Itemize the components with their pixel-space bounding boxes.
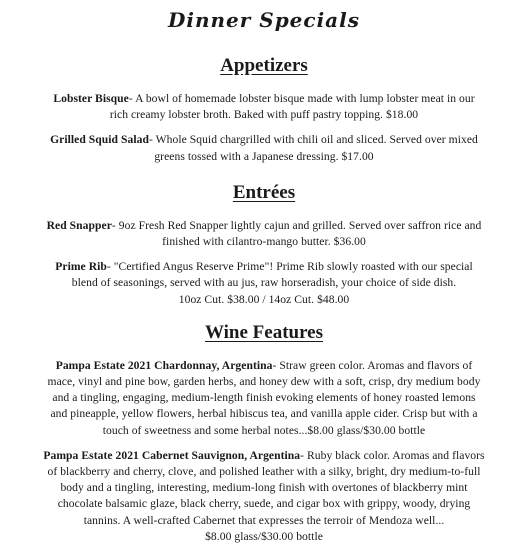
item-name: Grilled Squid Salad	[50, 133, 149, 147]
item-description: - Ruby black color. Aromas and flavors	[300, 448, 485, 462]
item-description: and pineapple, yellow flowers, herbal hibiscus tea, and vanilla apple cider. Crisp but with a	[50, 407, 478, 421]
wine-item-chardonnay	[0, 358, 528, 439]
appetizers-heading: Appetizers	[220, 55, 308, 76]
menu-title: Dinner Specials	[168, 8, 360, 32]
item-description: - "Certified Angus Reserve Prime"! Prime Rib slowly roasted with our special	[106, 260, 473, 274]
entrees-heading: Entrées	[232, 181, 296, 203]
wine-features-heading: Wine Features	[204, 321, 324, 343]
item-name: Pampa Estate 2021 Chardonnay, Argentina	[55, 358, 273, 372]
menu-item-prime-rib	[0, 259, 528, 308]
item-description: and a tingling, engaging, medium-length finish evoking elements of honey roasted lemons	[52, 391, 476, 405]
item-description: tannins. A well-crafted Cabernet that expresses the terroir of Mendoza well...	[83, 513, 445, 527]
item-description: finished with cilantro-mango butter. $36.00	[162, 235, 366, 249]
item-price: touch of sweetness and some herbal notes...$8.00 glass/$30.00 bottle	[102, 423, 426, 437]
menu-item-grilled-squid-salad	[0, 132, 528, 164]
item-description: rich creamy lobster broth. Baked with puff pastry topping. $18.00	[109, 108, 419, 122]
item-description: of blackberry and cherry, clove, and polished leather with a silky, bright, dry medium-to-full	[47, 465, 481, 479]
item-description: - Whole Squid chargrilled with chili oil and sliced. Served over mixed	[148, 133, 478, 147]
item-description: chocolate balsamic glaze, black cherry, suede, and cigar box with grippy, woody, drying	[57, 497, 471, 511]
item-description: greens tossed with a Japanese dressing. $17.00	[154, 149, 374, 163]
item-description: mace, vinyl and pine bow, garden herbs, and honey dew with a soft, crisp, dry medium body	[47, 375, 481, 389]
item-description: blend of seasonings, served with au jus, raw horseradish, your choice of side dish.	[71, 276, 457, 290]
item-name: Pampa Estate 2021 Cabernet Sauvignon, Argentina	[43, 448, 301, 462]
wine-item-cabernet-sauvignon	[0, 448, 528, 545]
item-description: body and a tingling, interesting, medium-long finish with overtones of blackberry mint	[60, 481, 468, 495]
item-name: Prime Rib	[55, 260, 107, 274]
menu-item-red-snapper	[0, 218, 528, 250]
item-name: Lobster Bisque	[53, 92, 129, 105]
item-price: $8.00 glass/$30.00 bottle	[205, 529, 323, 543]
item-price: 10oz Cut. $38.00 / 14oz Cut. $48.00	[178, 292, 350, 306]
item-description: - A bowl of homemade lobster bisque made with lump lobster meat in our	[128, 92, 475, 105]
item-description: - 9oz Fresh Red Snapper lightly cajun and grilled. Served over saffron rice and	[111, 218, 482, 232]
menu-item-lobster-bisque	[0, 91, 528, 123]
item-description: - Straw green color. Aromas and flavors of	[272, 358, 473, 372]
item-name: Red Snapper	[46, 218, 112, 232]
